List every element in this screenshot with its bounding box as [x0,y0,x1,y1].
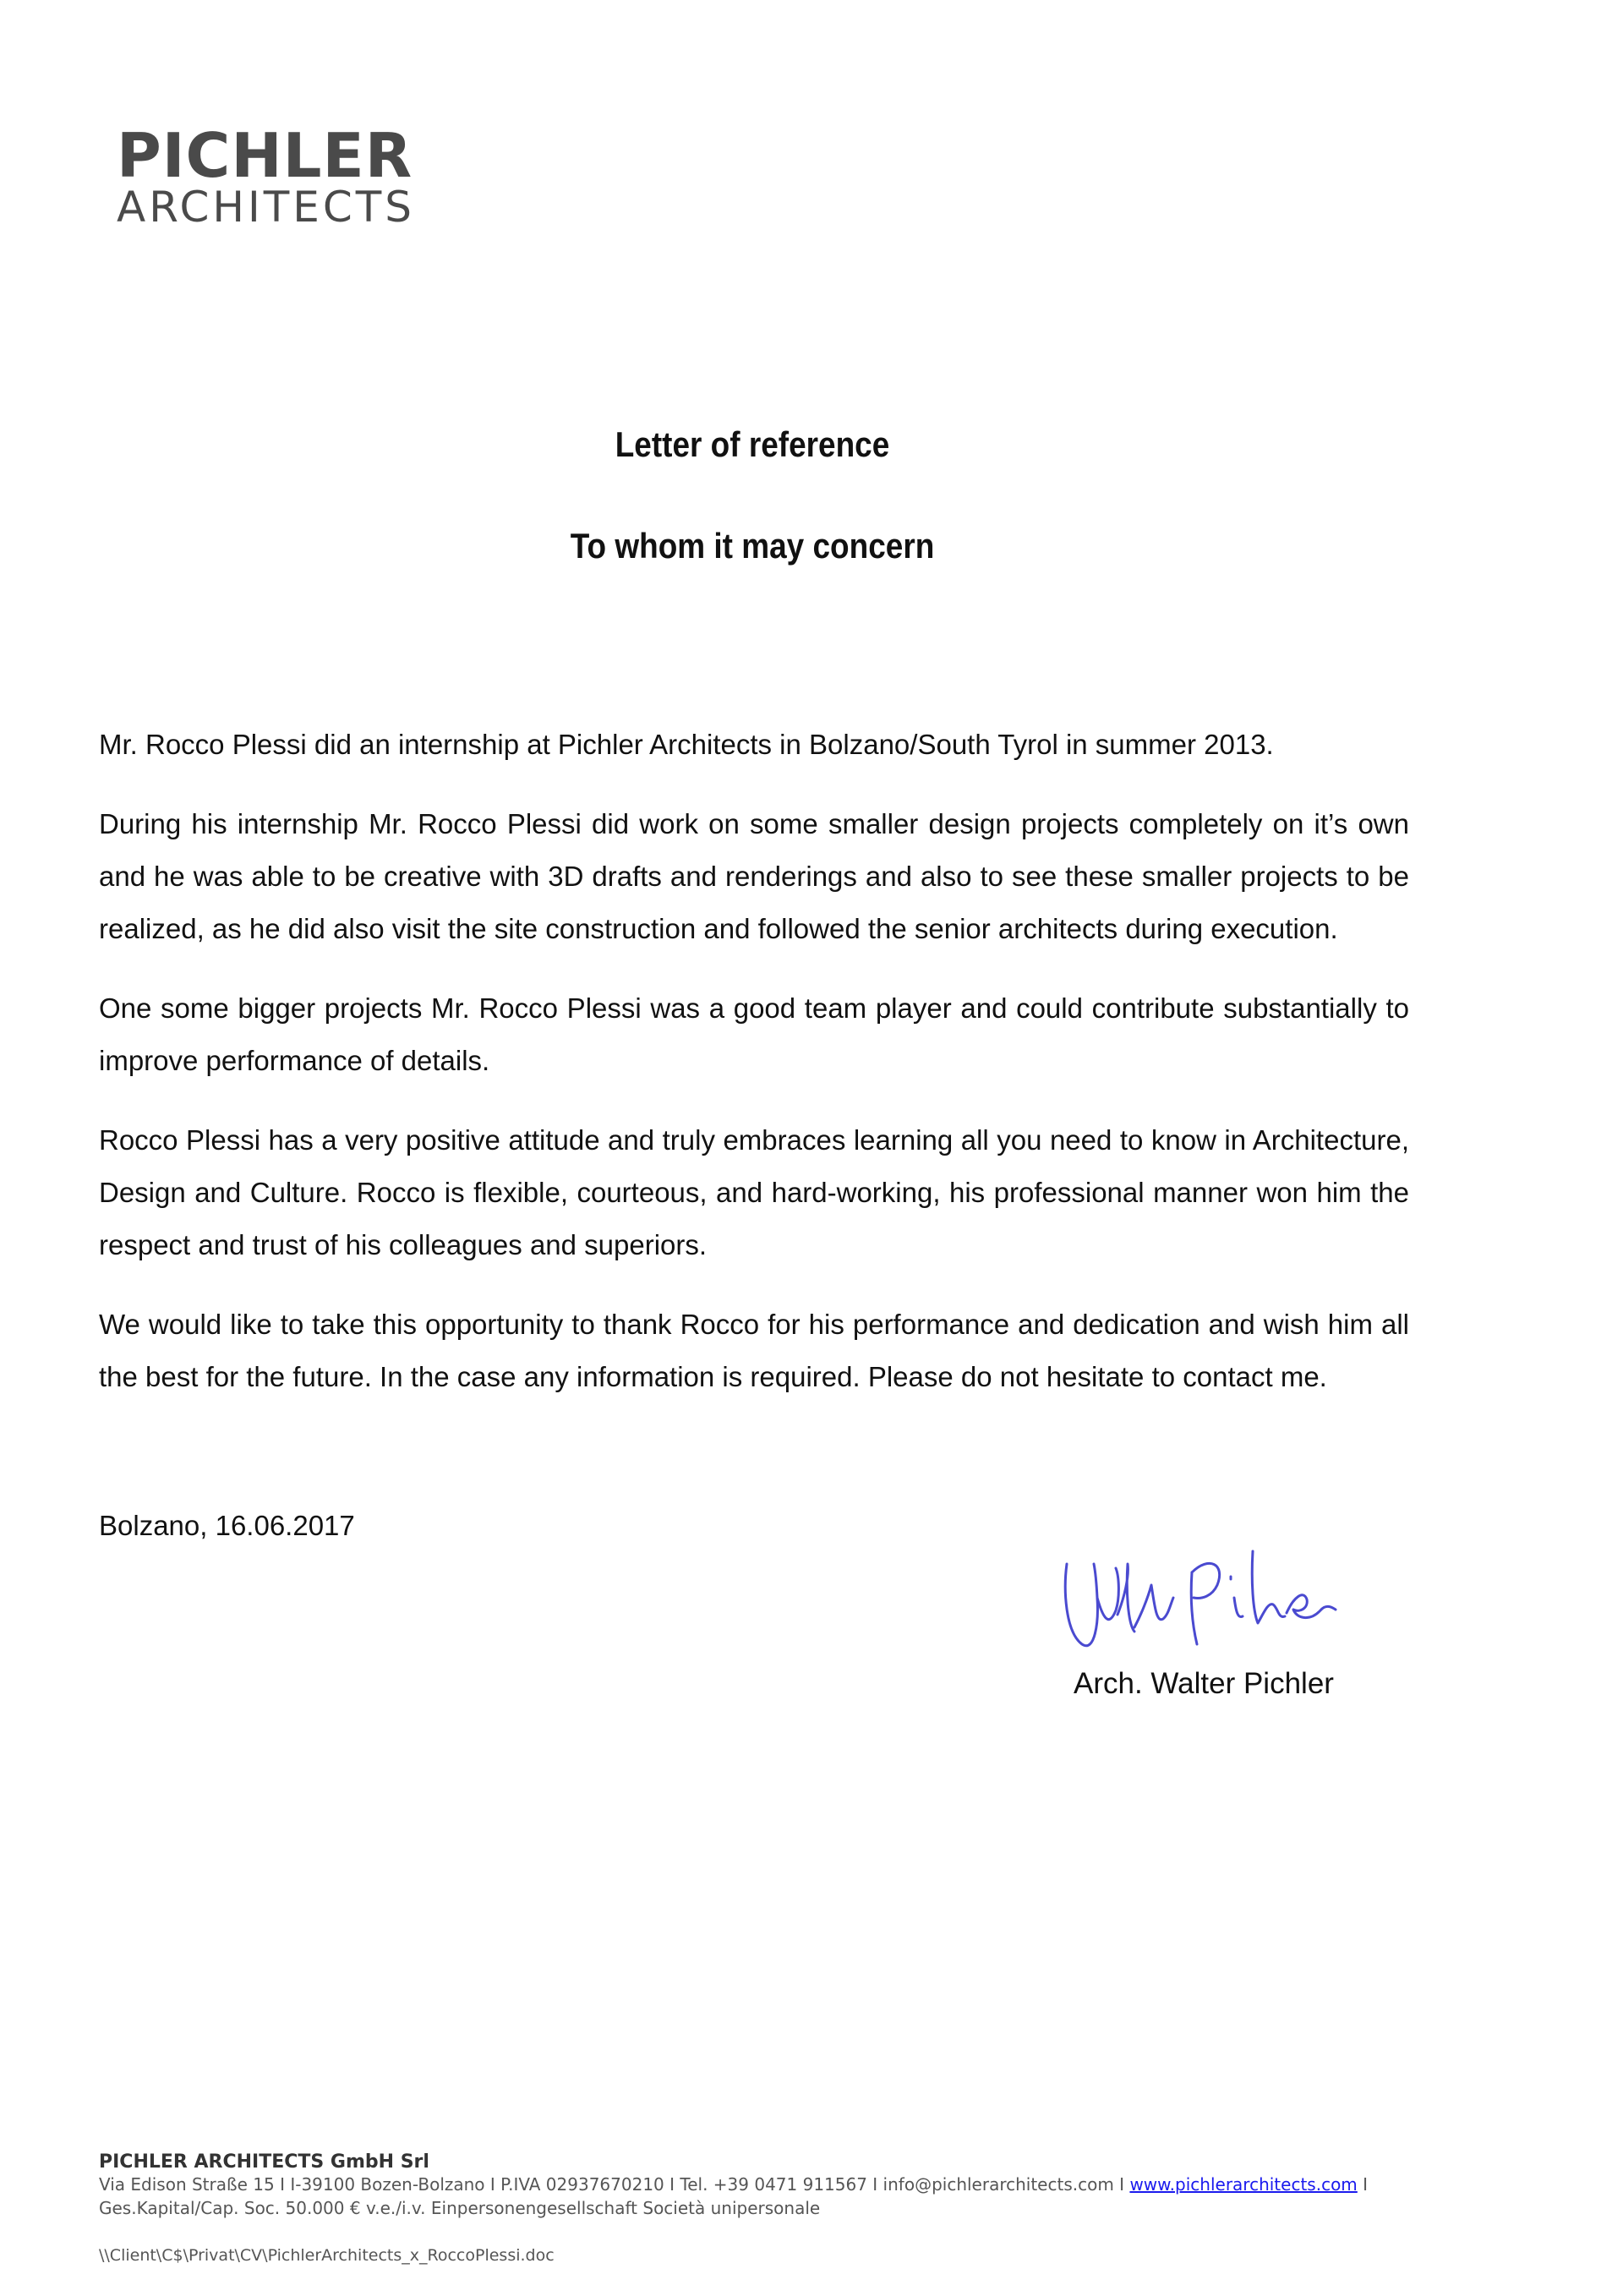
handwritten-signature [1057,1539,1344,1674]
website-link[interactable]: www.pichlerarchitects.com [1129,2174,1358,2195]
paragraph: Rocco Plessi has a very positive attitude and truly embraces learning all you need to know in Architecture, Design and Culture. Rocco is flexible, courteous, and hard-working, his professional manner won him the respect and trust of his colleagues and superiors. [99,1124,1409,1260]
logo-line-1: PICHLER [117,120,413,191]
paragraph: Mr. Rocco Plessi did an internship at Pichler Architects in Bolzano/South Tyrol in summer 2013. [99,729,1274,760]
footer-address [99,2173,1368,2196]
footer-capital: Ges.Kapital/Cap. Soc. 50.000 € v.e./i.v. Einpersonengesellschaft Società unipersonale [99,2198,821,2218]
letter-body [99,719,1409,1430]
logo-line-2: ARCHITECTS [117,183,416,232]
company-logo [117,120,416,232]
footer-separator: I [1357,2174,1369,2195]
letter-title: Letter of reference [615,424,890,464]
signer-name: Arch. Walter Pichler [1074,1667,1334,1700]
paragraph: During his internship Mr. Rocco Plessi did work on some smaller design projects completely on it’s own and he was able to be creative with 3D drafts and renderings and also to see these smaller projects to be realized, as he did also visit the site construction and followed the senior architects during execution. [99,808,1409,944]
footer-company: PICHLER ARCHITECTS GmbH Srl [99,2151,429,2173]
page-footer [99,2151,1368,2267]
footer-address-text: Via Edison Straße 15 I I-39100 Bozen-Bolzano I P.IVA 02937670210 I Tel. +39 0471 911567 I info@pichlerarchitects.com I [99,2174,1130,2195]
place-date: Bolzano, 16.06.2017 [99,1510,355,1541]
paragraph: We would like to take this opportunity to thank Rocco for his performance and dedication and wish him all the best for the future. In the case any information is required. Please do not hesitate to contact me. [99,1309,1409,1392]
paragraph: One some bigger projects Mr. Rocco Plessi was a good team player and could contribute substantially to improve performance of details. [99,992,1409,1076]
salutation: To whom it may concern [570,526,935,566]
file-path: \\Client\C$\Privat\CV\PichlerArchitects_x_RoccoPlessi.doc [99,2246,555,2265]
